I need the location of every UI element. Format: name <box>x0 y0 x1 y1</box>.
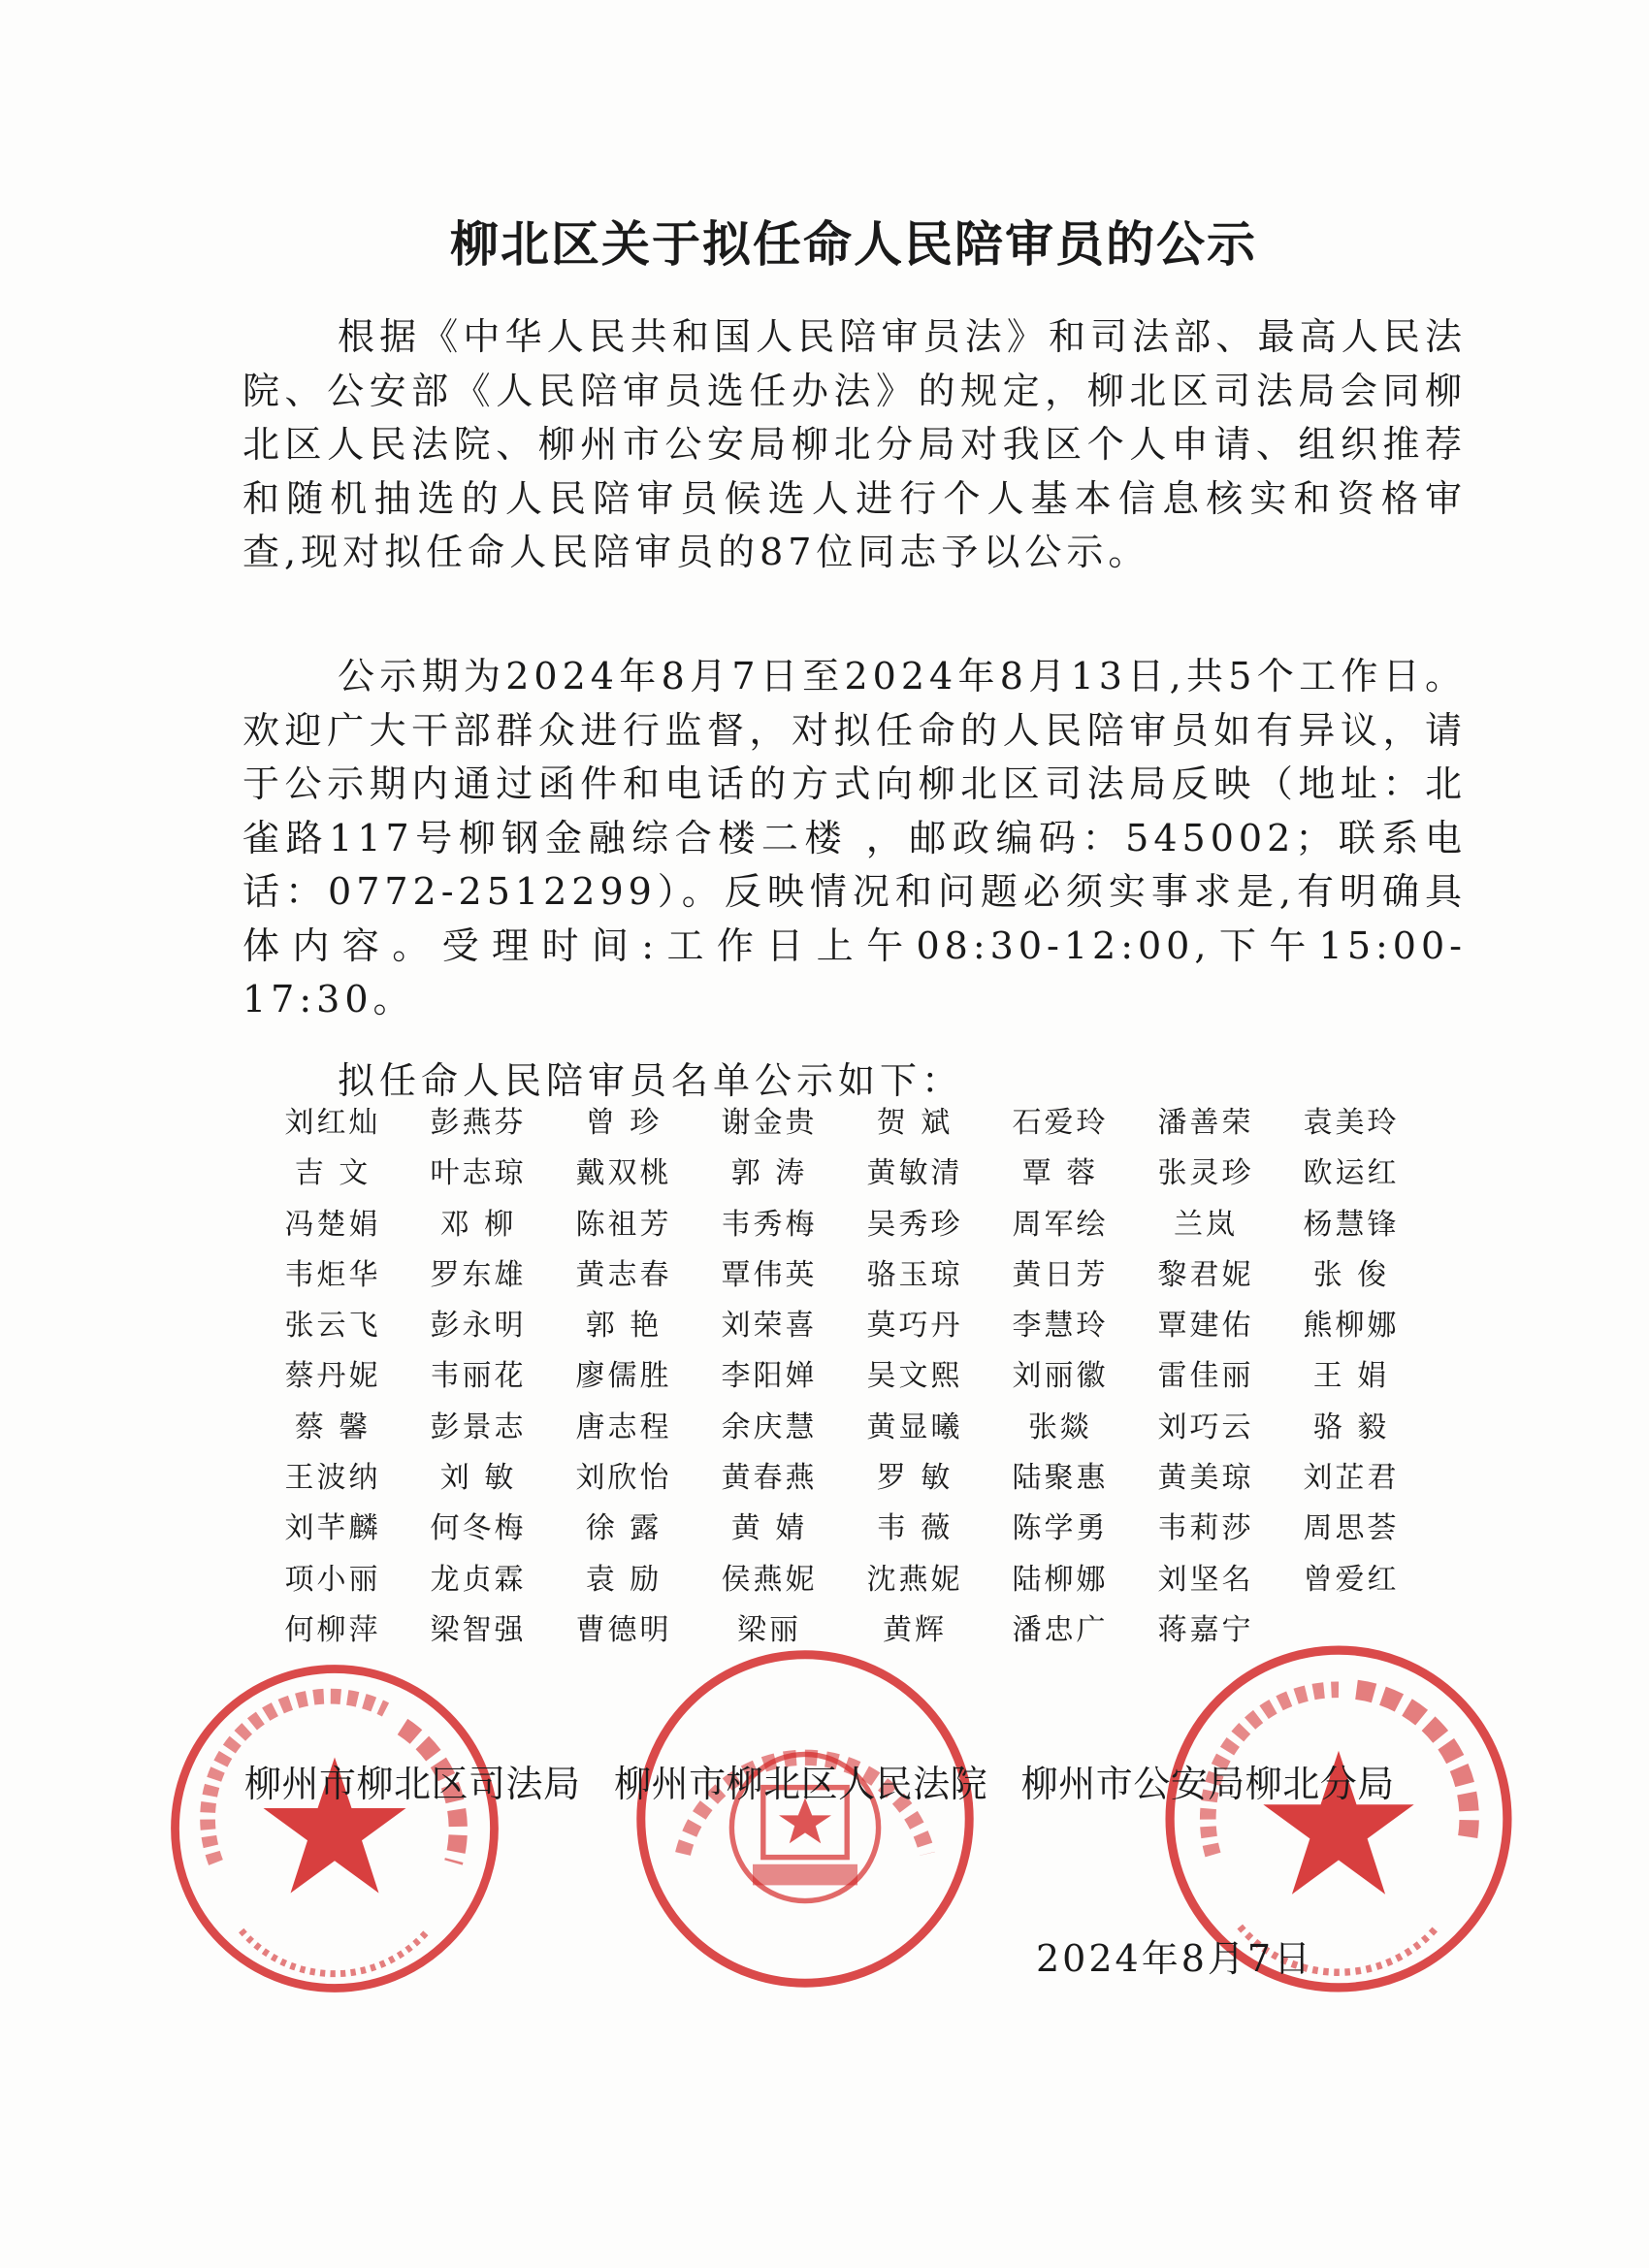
juror-name: 刘坚名 <box>1157 1562 1254 1597</box>
document-title: 柳北区关于拟任命人民陪审员的公示 <box>450 216 1257 273</box>
juror-name: 韦秀梅 <box>721 1207 818 1242</box>
juror-name: 曹德明 <box>575 1612 672 1647</box>
juror-name: 罗东雄 <box>430 1257 527 1292</box>
judicial-bureau-seal <box>165 1659 504 1998</box>
juror-name: 谢金贵 <box>721 1106 818 1140</box>
juror-name: 王 娟 <box>1312 1359 1390 1394</box>
juror-name: 吴秀珍 <box>866 1207 963 1242</box>
juror-name: 袁 励 <box>585 1562 663 1597</box>
juror-name: 曾 珍 <box>585 1106 663 1140</box>
juror-name: 雷佳丽 <box>1157 1359 1254 1394</box>
juror-name: 陈祖芳 <box>575 1207 672 1242</box>
juror-name: 张燚 <box>1028 1409 1092 1444</box>
signatory-judicial-bureau: 柳州市柳北区司法局 <box>244 1763 581 1805</box>
paragraph-basis: 根据《中华人民共和国人民陪审员法》和司法部、最高人民法院、公安部《人民陪审员选任办法》的规定，柳北区司法局会同柳北区人民法院、柳州市公安局柳北分局对我区个人申请、组织推荐和随机抽选的人民陪审员候选人进行个人基本信息核实和资格审查,现对拟任命人民陪审员的87位同志予以公示。 <box>242 315 1467 573</box>
juror-name: 韦炬华 <box>284 1257 381 1292</box>
juror-name: 陆柳娜 <box>1012 1562 1109 1597</box>
juror-name: 罗 敏 <box>876 1461 954 1496</box>
court-seal <box>630 1644 980 1993</box>
juror-name: 黎君妮 <box>1157 1257 1254 1292</box>
juror-name: 刘巧云 <box>1157 1409 1254 1444</box>
signatory-line <box>244 1754 1467 1807</box>
juror-name: 刘 敏 <box>439 1461 517 1496</box>
juror-name: 项小丽 <box>284 1562 381 1597</box>
juror-name-list <box>260 1098 1405 1656</box>
juror-name: 侯燕妮 <box>721 1562 818 1597</box>
juror-name: 李阳婵 <box>721 1359 818 1394</box>
juror-name: 冯楚娟 <box>284 1207 381 1242</box>
signatory-police: 柳州市公安局柳北分局 <box>1020 1763 1395 1805</box>
juror-name: 欧运红 <box>1303 1156 1400 1191</box>
name-list-intro: 拟任命人民陪审员名单公示如下： <box>338 1059 964 1102</box>
juror-name: 戴双桃 <box>575 1156 672 1191</box>
juror-name: 袁美玲 <box>1303 1106 1400 1140</box>
juror-name: 骆 毅 <box>1312 1409 1390 1444</box>
juror-name: 张云飞 <box>284 1309 381 1344</box>
juror-name: 吉 文 <box>294 1156 372 1191</box>
juror-name: 刘欣怡 <box>575 1461 672 1496</box>
juror-name: 叶志琼 <box>430 1156 527 1191</box>
juror-name: 张 俊 <box>1312 1257 1390 1292</box>
juror-name: 黄美琼 <box>1157 1461 1254 1496</box>
juror-name: 吴文熙 <box>866 1359 963 1394</box>
signatory-court: 柳州市柳北区人民法院 <box>614 1763 988 1805</box>
juror-name: 潘善荣 <box>1157 1106 1254 1140</box>
juror-name: 刘芊麟 <box>284 1511 381 1546</box>
juror-name: 黄辉 <box>883 1612 947 1647</box>
juror-name: 黄敏清 <box>866 1156 963 1191</box>
juror-name: 廖儒胜 <box>575 1359 672 1394</box>
juror-name: 陆聚惠 <box>1012 1461 1109 1496</box>
juror-name: 龙贞霖 <box>430 1562 527 1597</box>
document-date: 2024年8月7日 <box>1036 1937 1314 1980</box>
juror-name: 覃 蓉 <box>1021 1156 1099 1191</box>
juror-name: 梁智强 <box>430 1612 527 1647</box>
paragraph-period: 公示期为2024年8月7日至2024年8月13日,共5个工作日。欢迎广大干部群众进行监督，对拟任命的人民陪审员如有异议，请于公示期内通过函件和电话的方式向柳北区司法局反映（地址：北雀路117号柳钢金融综合楼二楼 ，邮政编码：545002；联系电话：0772-2512299）。反映情况和问题必须实事求是,有明确具体内容。受理时间:工作日上午08:30-12:00,下午15:00-17:30。 <box>242 655 1467 1021</box>
juror-name: 周军绘 <box>1012 1207 1109 1242</box>
juror-name: 何柳萍 <box>284 1612 381 1647</box>
juror-name: 黄志春 <box>575 1257 672 1292</box>
juror-name: 李慧玲 <box>1012 1309 1109 1344</box>
juror-name: 刘丽徽 <box>1012 1359 1109 1394</box>
juror-name: 邓 柳 <box>439 1207 517 1242</box>
juror-name: 刘红灿 <box>284 1106 381 1140</box>
juror-name: 徐 露 <box>585 1511 663 1546</box>
juror-name: 黄春燕 <box>721 1461 818 1496</box>
juror-name: 覃伟英 <box>721 1257 818 1292</box>
juror-name: 何冬梅 <box>430 1511 527 1546</box>
juror-name: 曾爱红 <box>1303 1562 1400 1597</box>
juror-name: 周思荟 <box>1303 1511 1400 1546</box>
juror-name: 杨慧锋 <box>1303 1207 1400 1242</box>
juror-name: 黄显曦 <box>866 1409 963 1444</box>
juror-name: 蔡丹妮 <box>284 1359 381 1394</box>
juror-name: 石爱玲 <box>1012 1106 1109 1140</box>
juror-name: 黄 婧 <box>730 1511 808 1546</box>
juror-name: 贺 斌 <box>876 1106 954 1140</box>
juror-name: 王波纳 <box>284 1461 381 1496</box>
juror-name: 刘荣喜 <box>721 1309 818 1344</box>
juror-name: 唐志程 <box>575 1409 672 1444</box>
juror-name: 陈学勇 <box>1012 1511 1109 1546</box>
juror-name: 韦 薇 <box>876 1511 954 1546</box>
juror-name: 骆玉琼 <box>866 1257 963 1292</box>
juror-name: 韦丽花 <box>430 1359 527 1394</box>
juror-name: 兰岚 <box>1174 1207 1238 1242</box>
juror-name: 蔡 馨 <box>294 1409 372 1444</box>
juror-name: 潘忠广 <box>1012 1612 1109 1647</box>
juror-name: 郭 艳 <box>585 1309 663 1344</box>
juror-name: 余庆慧 <box>721 1409 818 1444</box>
juror-name: 梁丽 <box>737 1612 801 1647</box>
juror-name: 郭 涛 <box>730 1156 808 1191</box>
juror-name: 莫巧丹 <box>866 1309 963 1344</box>
juror-name: 覃建佑 <box>1157 1309 1254 1344</box>
juror-name: 韦莉莎 <box>1157 1511 1254 1546</box>
juror-name: 张灵珍 <box>1157 1156 1254 1191</box>
juror-name: 彭景志 <box>430 1409 527 1444</box>
juror-name: 黄日芳 <box>1012 1257 1109 1292</box>
juror-name: 蒋嘉宁 <box>1157 1612 1254 1647</box>
juror-name: 刘芷君 <box>1303 1461 1400 1496</box>
juror-name: 熊柳娜 <box>1303 1309 1400 1344</box>
juror-name: 沈燕妮 <box>866 1562 963 1597</box>
juror-name: 彭燕芬 <box>430 1106 527 1140</box>
juror-name: 彭永明 <box>430 1309 527 1344</box>
